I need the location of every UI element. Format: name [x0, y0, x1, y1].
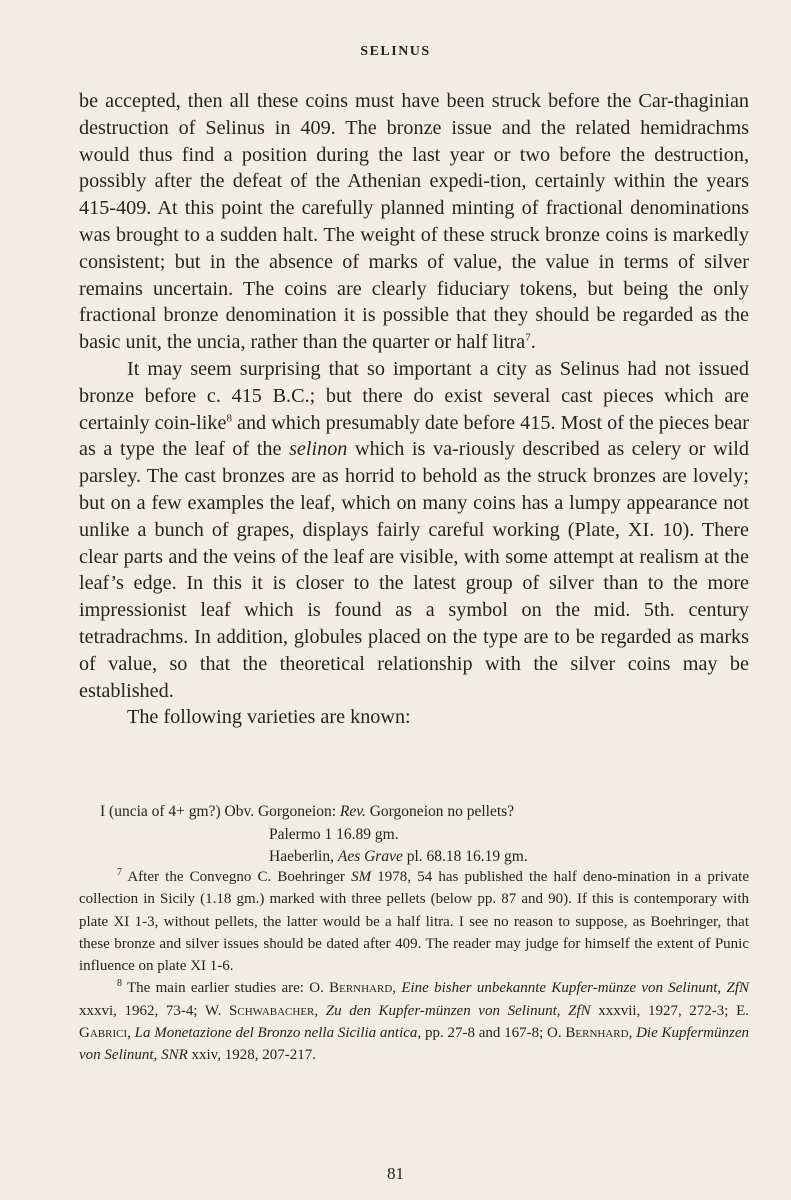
- footnote-8-seg-3: xxxvii, 1927, 272-3; E.: [590, 1002, 749, 1019]
- selinon-term: selinon: [289, 438, 348, 461]
- varieties-list: [100, 801, 760, 869]
- footnote-ref-7[interactable]: 7: [525, 331, 531, 344]
- title-schwabacher: , Zu den Kupfer-münzen von Selinunt, ZfN: [314, 1002, 591, 1019]
- variety-rev-label: Rev.: [339, 803, 366, 820]
- paragraph-2-part-a: It may seem surprising that so important a city as Selinus had not issued bronze before c. 415 B.C.; but there do exist several cast pieces which are certainly coin-like: [79, 357, 749, 434]
- paragraph-2-part-b: and which presumably date before 415. Most of the pieces bear as a type the leaf of the: [79, 411, 749, 461]
- variety-entry: [100, 801, 760, 824]
- author-bernhard: Bernhard: [329, 980, 393, 997]
- footnote-8: [79, 977, 749, 1066]
- running-header: SELINUS: [360, 44, 431, 59]
- specimen-2-source: Haeberlin,: [269, 848, 338, 865]
- paragraph-2-part-c: which is va-riously described as celery or wild parsley. The cast bronzes are as horrid to behold as the struck bronzes are lovely; but on a few examples the leaf, which on many coins has a lumpy appearance not unlike a bunch of grapes, displays fairly careful working (Plate, XI. 10). There clear parts and the veins of the leaf are visible, with some attempt at realism at the leaf’s edge. In this it is closer to the latest group of silver than to the more impressionist leaf which is found as a symbol on the mid. 5th. century tetradrachms. In addition, globules placed on the type are to be regarded as marks of value, so that the theoretical relationship with the silver coins may be established.: [79, 438, 749, 702]
- title-gabrici: , La Monetazione del Bronzo nella Sicilia antica: [127, 1025, 418, 1042]
- author-gabrici: Gabrici: [79, 1025, 128, 1042]
- variety-specimen-1: Palermo 1 16.89 gm.: [269, 825, 399, 843]
- footnote-ref-8[interactable]: 8: [226, 411, 232, 424]
- footnotes: [79, 866, 749, 1067]
- title-bernhard-1962: , Eine bisher unbekannte Kupfer-münze von Selinunt, ZfN: [392, 980, 749, 997]
- footnote-7-number: 7: [117, 867, 122, 878]
- footnote-7: [79, 866, 749, 977]
- paragraph-1: [79, 88, 749, 356]
- paragraph-2: [79, 356, 749, 704]
- footnote-7-journal: SM: [351, 869, 372, 885]
- title-bernhard-1928: , Die Kupfermünzen von Selinunt, SNR: [79, 1025, 749, 1064]
- footnote-7-text-b: 1978, 54 has published the half deno-mination in a private collection in Sicily (1.18 gm.) marked with three pellets (below pp. 87 and 90). If this is contemporary with plate XI 1-3, without pellets, the latter would be a half litra. I see no reason to suppose, as Boehringer, that these bronze and silver issues should be dated after 409. The reader may judge for himself the extent of Punic influence on plate XI 1-6.: [79, 869, 750, 975]
- author-schwabacher: Schwabacher: [229, 1002, 315, 1019]
- page-number: 81: [387, 1164, 404, 1183]
- author-bernhard-2: Bernhard: [565, 1025, 629, 1042]
- footnote-8-number: 8: [117, 978, 122, 990]
- paragraph-1-text: be accepted, then all these coins must have been struck before the Car-thaginian destruction of Selinus in 409. The bronze issue and the related hemidrachms would thus find a position during the last year or two before the destruction, possibly after the defeat of the Athenian expedi-tion, certainly within the years 415-409. At this point the carefully planned minting of fractional denominations was brought to a sudden halt. The weight of these struck bronze coins is markedly consistent; but in the absence of marks of value, the value in terms of silver remains uncertain. The coins are clearly fiduciary tokens, but being the only fractional bronze denomination it is possible that they should be regarded as the basic unit, the uncia, rather than the quarter or half litra: [79, 90, 749, 354]
- main-text: [79, 88, 749, 731]
- paragraph-3: The following varieties are known:: [127, 706, 411, 729]
- footnote-8-seg-4: , pp. 27-8 and 167-8; O.: [417, 1025, 566, 1042]
- paragraph-1-end: .: [530, 331, 536, 354]
- variety-label: I (uncia of 4+ gm?) Obv. Gorgoneion:: [100, 803, 340, 820]
- variety-rev-text: Gorgoneion no pellets?: [365, 803, 515, 820]
- footnote-8-seg-5: xxiv, 1928, 207-217.: [187, 1047, 316, 1064]
- footnote-8-seg-1: The main earlier studies are: O.: [122, 980, 330, 997]
- footnote-7-text-a: After the Convegno C. Boehringer: [122, 869, 352, 885]
- footnote-8-seg-2: xxxvi, 1962, 73-4; W.: [79, 1002, 230, 1019]
- specimen-2-title: Aes Grave: [337, 848, 403, 865]
- specimen-2-detail: pl. 68.18 16.19 gm.: [402, 848, 528, 865]
